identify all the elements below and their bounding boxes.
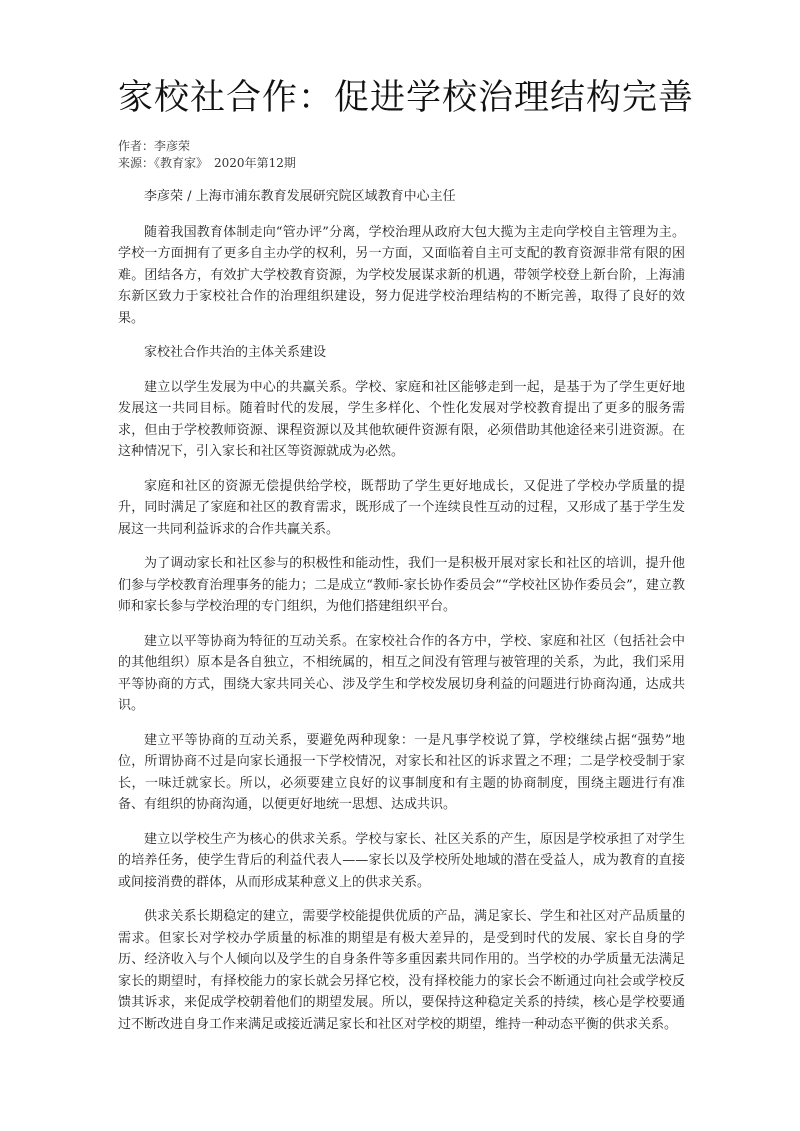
source-journal: 《教育家》 xyxy=(154,156,209,170)
source-line xyxy=(118,155,296,171)
author-label: 作者： xyxy=(118,139,155,153)
author-line xyxy=(118,138,190,154)
source-label: 来源： xyxy=(118,156,155,170)
paragraph: 建立以平等协商为特征的互动关系。在家校社合作的各方中，学校、家庭和社区（包括社会中的其他组织）原本是各自独立，不相统属的，相互之间没有管理与被管理的关系，为此，我们采用平等协商的方式，围绕大家共同关心、涉及学生和学校发展切身利益的问题进行协商沟通，达成共识。 xyxy=(118,633,685,713)
paragraph: 为了调动家长和社区参与的积极性和能动性，我们一是积极开展对家长和社区的培训，提升他们参与学校教育治理事务的能力；二是成立“教师-家长协作委员会”“学校社区协作委员会”，建立教师和家长参与学校治理的专门组织，为他们搭建组织平台。 xyxy=(118,556,685,614)
source-issue: 2020年第12期 xyxy=(214,156,296,170)
paragraph: 随着我国教育体制走向“管办评”分离，学校治理从政府大包大揽为主走向学校自主管理为主。学校一方面拥有了更多自主办学的权利，另一方面，又面临着自主可支配的教育资源非常有限的困难。团结各方，有效扩大学校教育资源，为学校发展谋求新的机遇，带领学校登上新台阶，上海浦东新区致力于家校社合作的治理组织建设，努力促进学校治理结构的不断完善，取得了良好的效果。 xyxy=(118,224,685,326)
paragraph: 建立平等协商的互动关系，要避免两种现象：一是凡事学校说了算，学校继续占据“强势”地位，所谓协商不过是向家长通报一下学校情况，对家长和社区的诉求置之不理；二是学校受制于家长，一味迁就家长。所以，必须要建立良好的议事制度和有主题的协商制度，围绕主题进行有准备、有组织的协商沟通，以便更好地统一思想、达成共识。 xyxy=(118,732,685,812)
article-title: 家校社合作：促进学校治理结构完善 xyxy=(118,78,695,118)
paragraph: 建立以学生发展为中心的共赢关系。学校、家庭和社区能够走到一起，是基于为了学生更好地发展这一共同目标。随着时代的发展，学生多样化、个性化发展对学校教育提出了更多的服务需求，但由于学校教师资源、课程资源以及其他软硬件资源有限，必须借助其他途径来引进资源。在这种情况下，引入家长和社区等资源就成为必然。 xyxy=(118,379,685,459)
paragraph: 建立以学校生产为核心的供求关系。学校与家长、社区关系的产生，原因是学校承担了对学生的培养任务，使学生背后的利益代表人——家长以及学校所处地域的潜在受益人，成为教育的直接或间接消费的群体，从而形成某种意义上的供求关系。 xyxy=(118,831,685,890)
author-name: 李彦荣 xyxy=(154,139,191,153)
paragraph: 供求关系长期稳定的建立，需要学校能提供优质的产品，满足家长、学生和社区对产品质量的需求。但家长对学校办学质量的标准的期望是有极大差异的，是受到时代的发展、家长自身的学历、经济收入与个人倾向以及学生的自身条件等多重因素共同作用的。当学校的办学质量无法满足家长的期望时，有择校能力的家长就会另择它校，没有择校能力的家长会不断通过向社会或学校反馈其诉求，来促成学校朝着他们的期望发展。所以，要保持这种稳定关系的持续，核心是学校要通过不断改进自身工作来满足或接近满足家长和社区对学校的期望，维持一种动态平衡的供求关系。 xyxy=(118,909,685,1032)
paragraph: 家庭和社区的资源无偿提供给学校，既帮助了学生更好地成长，又促进了学校办学质量的提升，同时满足了家庭和社区的教育需求，既形成了一个连续良性互动的过程，又形成了基于学生发展这一共同利益诉求的合作共赢关系。 xyxy=(118,478,685,537)
section-heading: 家校社合作共治的主体关系建设 xyxy=(144,345,327,360)
article-body xyxy=(118,186,685,1048)
byline: 李彦荣 / 上海市浦东教育发展研究院区域教育中心主任 xyxy=(144,189,456,204)
